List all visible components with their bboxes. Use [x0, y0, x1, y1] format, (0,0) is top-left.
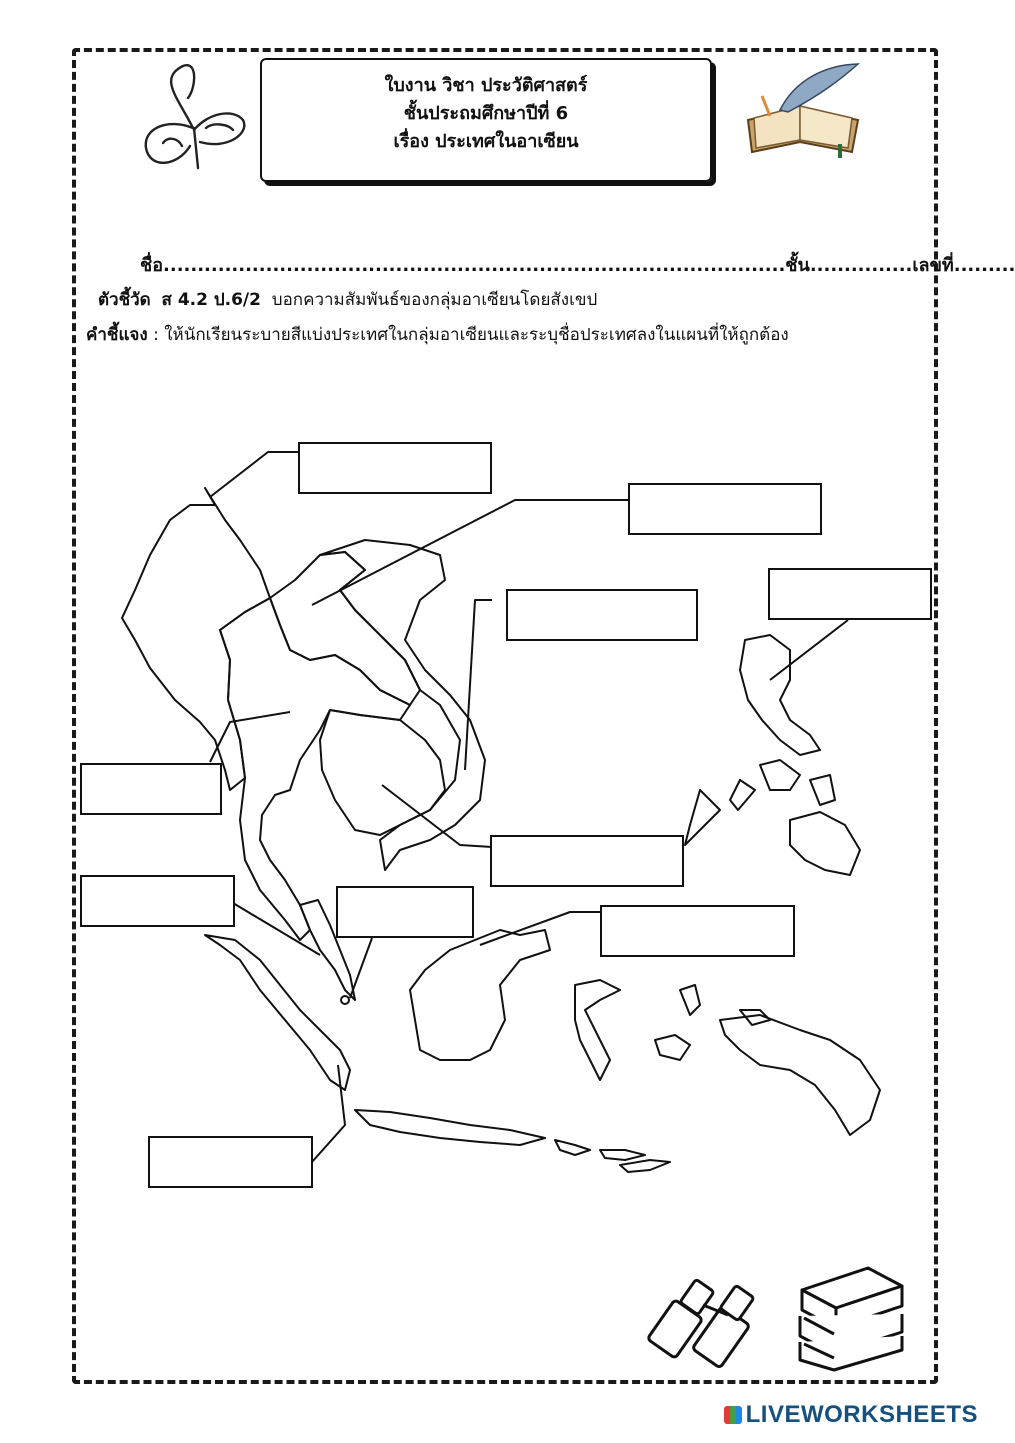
title-grade: ชั้นประถมศึกษาปีที่ 6 — [403, 102, 569, 124]
liveworksheets-logo — [724, 1401, 978, 1429]
binoculars-icon — [648, 1265, 776, 1377]
map-cambodia — [320, 710, 445, 835]
answer-box-philippines[interactable] — [768, 568, 932, 620]
name-label: ชื่อ — [140, 255, 164, 276]
answer-box-singapore[interactable] — [336, 886, 474, 938]
map-philippines-visayas — [730, 760, 835, 810]
indicator-label: ตัวชี้วัด — [98, 290, 151, 310]
name-field[interactable]: ........................................................................................... — [163, 255, 786, 276]
map-java — [355, 1110, 545, 1145]
map-laos — [270, 552, 420, 705]
map-vietnam — [320, 540, 485, 870]
class-label: ชั้น — [785, 255, 810, 276]
logo-icon — [724, 1406, 742, 1424]
answer-box-indonesia[interactable] — [148, 1136, 313, 1188]
instruction-label: คำชี้แจง — [86, 325, 148, 345]
class-field[interactable]: ............... — [809, 255, 913, 276]
logo-text: LIVEWORKSHEETS — [745, 1401, 978, 1428]
answer-box-thailand[interactable] — [80, 763, 222, 815]
answer-box-malaysia[interactable] — [80, 875, 235, 927]
answer-box-laos[interactable] — [628, 483, 822, 535]
answer-box-myanmar[interactable] — [298, 442, 492, 494]
number-label: เลขที่ — [912, 255, 954, 276]
books-stack-icon — [790, 1262, 910, 1374]
map-sumatra — [205, 935, 350, 1090]
instruction-text: : ให้นักเรียนระบายสีแบ่งประเทศในกลุ่มอาเซียนและระบุชื่อประเทศลงในแผนที่ให้ถูกต้อง — [147, 325, 789, 345]
map-singapore — [341, 996, 349, 1004]
answer-box-vietnam[interactable] — [506, 589, 698, 641]
map-philippines-mindanao — [790, 812, 860, 875]
map-borneo — [410, 930, 550, 1060]
map-myanmar — [122, 488, 270, 790]
map-maluku — [655, 985, 770, 1060]
map-philippines-palawan — [685, 790, 720, 845]
map-philippines-luzon — [740, 635, 820, 755]
title-subject: ใบงาน วิชา ประวัติศาสตร์ — [384, 75, 588, 96]
indicator-text: บอกความสัมพันธ์ของกลุ่มอาเซียนโดยสังเขป — [271, 290, 598, 310]
indicator-code: ส 4.2 ป.6/2 — [161, 290, 261, 310]
map-sulawesi — [575, 980, 620, 1080]
map-papua — [720, 1015, 880, 1135]
answer-box-brunei[interactable] — [600, 905, 795, 957]
title-topic: เรื่อง ประเทศในอาเซียน — [393, 130, 579, 152]
number-field[interactable]: ......... — [953, 255, 1015, 276]
answer-box-cambodia[interactable] — [490, 835, 684, 887]
map-lesser-sunda — [555, 1140, 670, 1172]
